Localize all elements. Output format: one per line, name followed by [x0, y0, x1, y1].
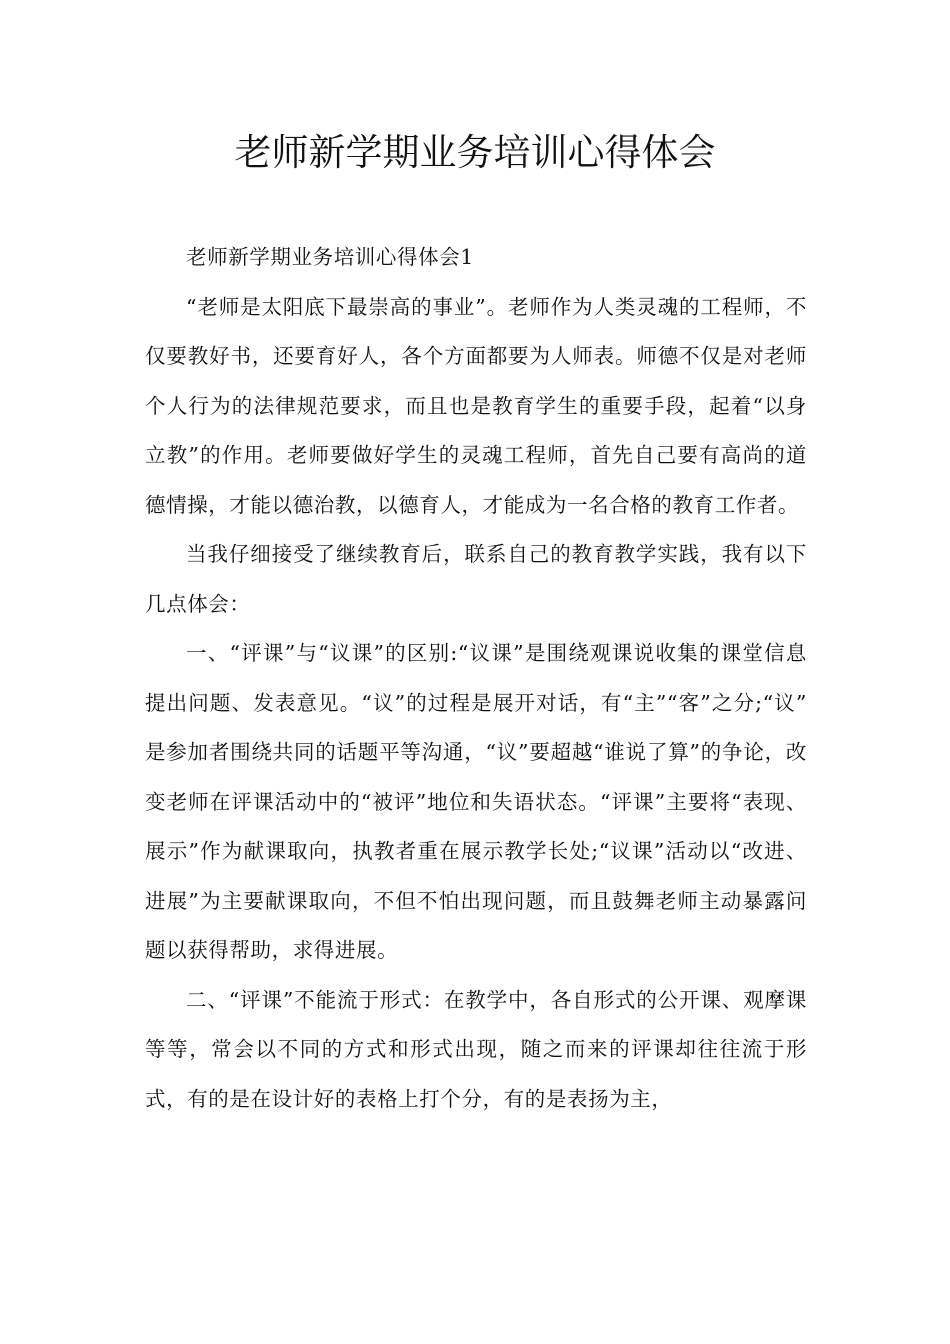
- paragraph: 二、“评课”不能流于形式：在教学中，各自形式的公开课、观摩课等等，常会以不同的方式和形式出现，随之而来的评课却往往流于形式，有的是在设计好的表格上打个分，有的是表扬为主，: [145, 987, 807, 1111]
- document-body: [145, 233, 807, 1124]
- document-title: 老师新学期业务培训心得体会: [234, 131, 716, 174]
- paragraph: 一、“评课”与“议课”的区别:“议课”是围绕观课说收集的课堂信息提出问题、发表意见。“议”的过程是展开对话，有“主”“客”之分;“议” 是参加者围绕共同的话题平等沟通，“议”要超越“谁说了算”的争论，改变老师在评课活动中的“被评”地位和失语状态。“评课”主要将“表现、展示”作为献课取向，执教者重在展示教学长处;“议课”活动以“改进、进展”为主要献课取向，不但不怕出现问题，而且鼓舞老师主动暴露问题以获得帮助，求得进展。: [145, 641, 807, 962]
- paragraph: “老师是太阳底下最崇高的事业”。老师作为人类灵魂的工程师，不仅要教好书，还要育好人，各个方面都要为人师表。师德不仅是对老师个人行为的法律规范要求，而且也是教育学生的重要手段，起着“以身立教”的作用。老师要做好学生的灵魂工程师，首先自己要有高尚的道德情操，才能以德治教，以德育人，才能成为一名合格的教育工作者。: [145, 294, 807, 517]
- paragraph: 当我仔细接受了继续教育后，联系自己的教育教学实践，我有以下几点体会：: [145, 542, 807, 616]
- section-subtitle: 老师新学期业务培训心得体会1: [186, 245, 474, 269]
